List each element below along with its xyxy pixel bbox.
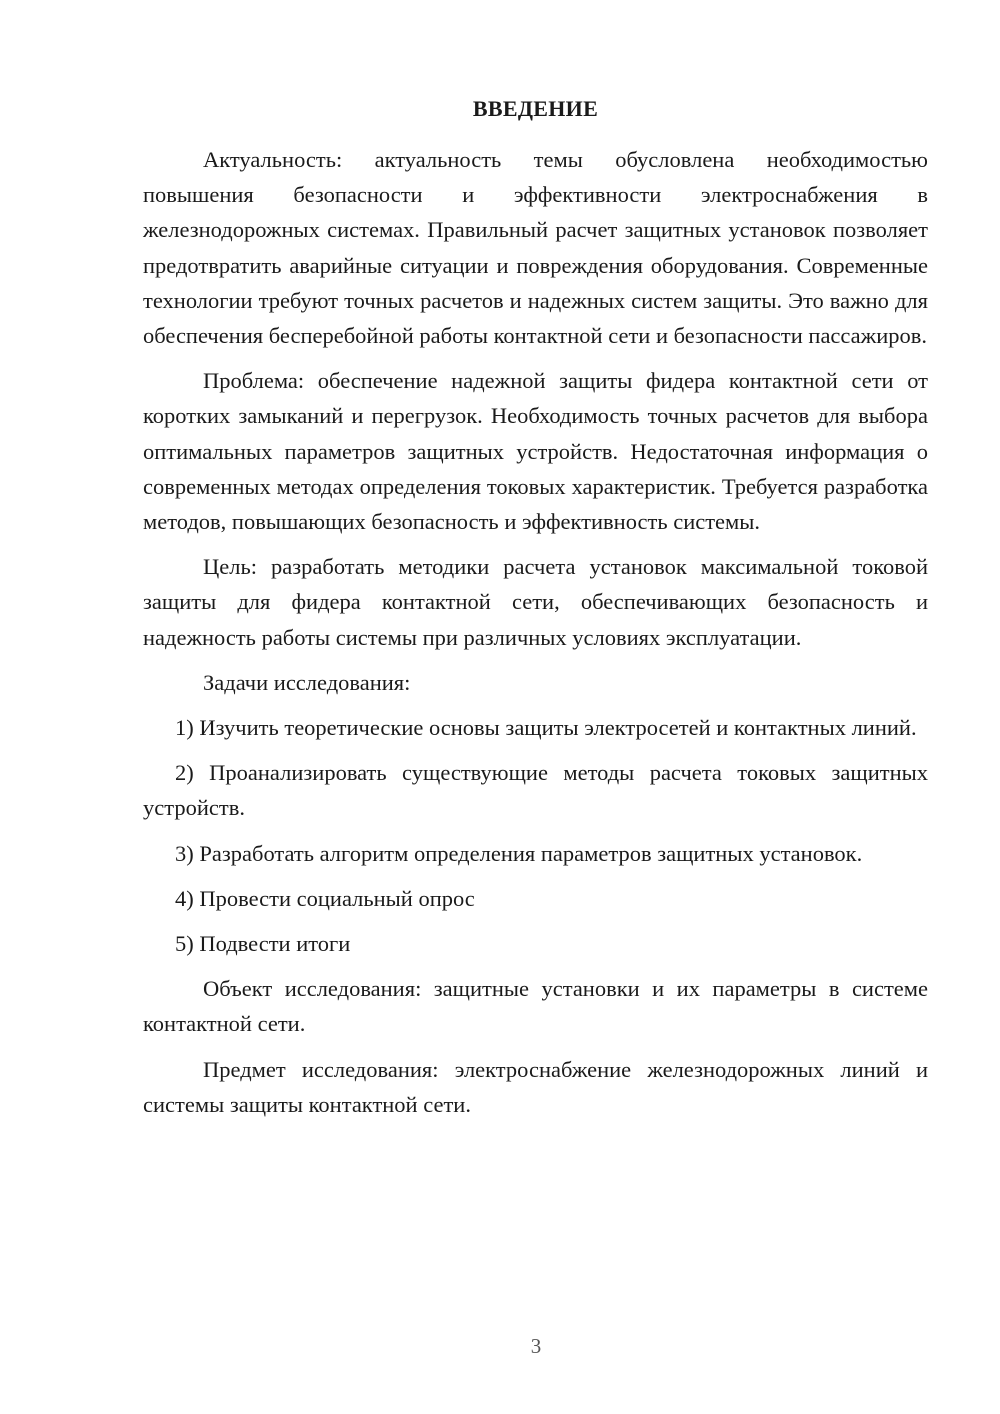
task-item-2: 2) Проанализировать существующие методы расчета токовых защитных устройств. — [143, 760, 928, 821]
paragraph-goal: Цель: разработать методики расчета установок максимальной токовой защиты для фидера контактной сети, обеспечивающих безопасность и надежность работы системы при различных условиях эксплуатации. — [143, 554, 928, 650]
task-item-4: 4) Провести социальный опрос — [175, 885, 475, 911]
task-item-1: 1) Изучить теоретические основы защиты электросетей и контактных линий. — [175, 715, 917, 741]
paragraph-problem: Проблема: обеспечение надежной защиты фидера контактной сети от коротких замыканий и перегрузок. Необходимость точных расчетов для выбора оптимальных параметров защитных устройств. Недостаточная информация о современных методах определения токовых характеристик. Требуется разработка методов, повышающих безопасность и эффективность системы. — [143, 368, 928, 535]
page-title: ВВЕДЕНИЕ — [472, 96, 599, 121]
task-item-5: 5) Подвести итоги — [175, 931, 351, 957]
page-number: 3 — [530, 1334, 542, 1358]
document-page — [143, 94, 928, 1122]
paragraph-subject: Предмет исследования: электроснабжение железнодорожных линий и системы защиты контактной сети. — [143, 1056, 928, 1117]
tasks-heading: Задачи исследования: — [203, 669, 411, 695]
task-item-3: 3) Разработать алгоритм определения параметров защитных установок. — [175, 840, 863, 866]
paragraph-object: Объект исследования: защитные установки и их параметры в системе контактной сети. — [143, 976, 928, 1037]
paragraph-actuality: Актуальность: актуальность темы обусловлена необходимостью повышения безопасности и эффективности электроснабжения в железнодорожных системах. Правильный расчет защитных установок позволяет предотвратить аварийные ситуации и повреждения оборудования. Современные технологии требуют точных расчетов и надежных систем защиты. Это важно для обеспечения бесперебойной работы контактной сети и безопасности пассажиров. — [143, 147, 928, 349]
